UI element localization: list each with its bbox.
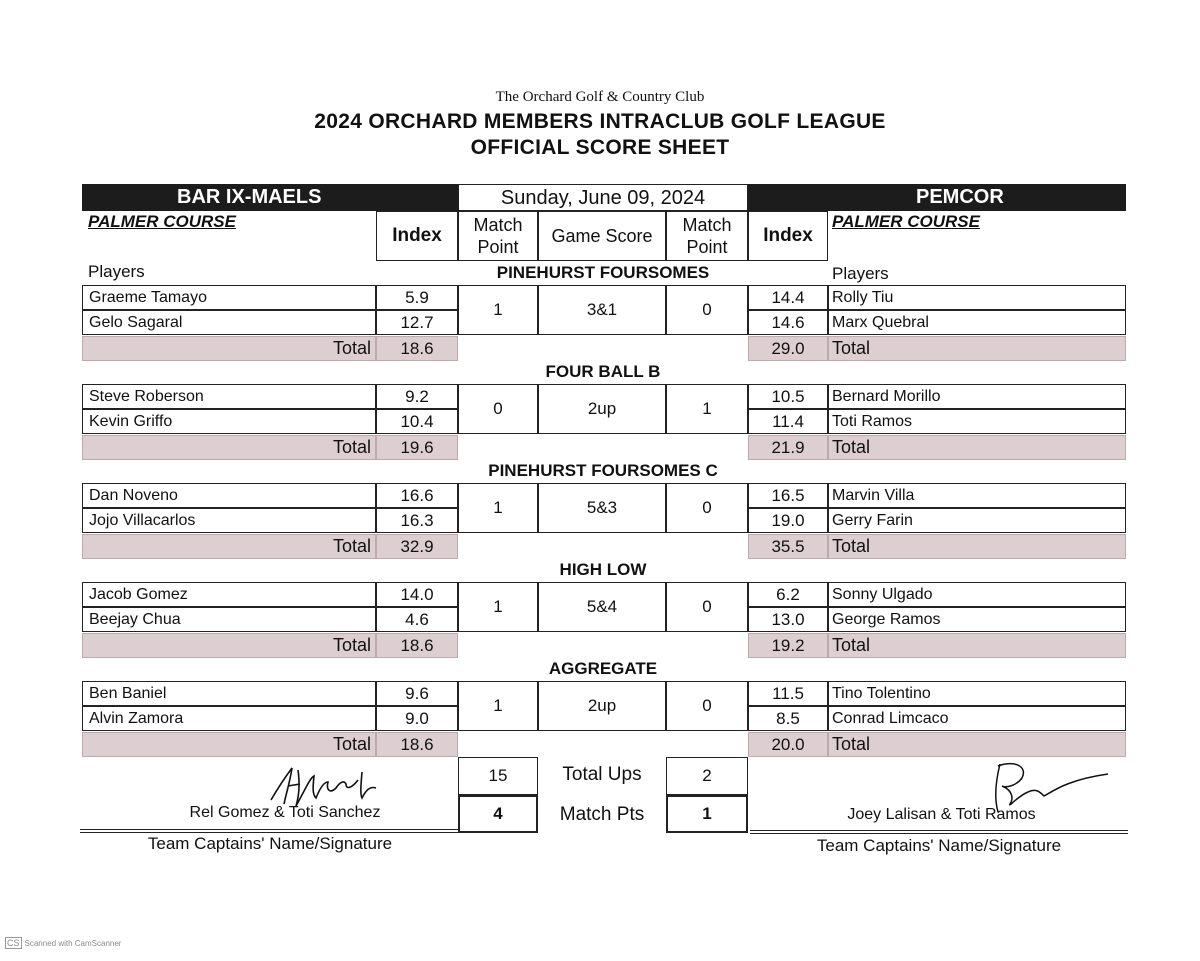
left-player-index: 14.0: [376, 582, 458, 607]
right-total-label: Total: [828, 534, 1126, 559]
right-match-point: 0: [666, 681, 748, 731]
right-player-index: 14.6: [748, 310, 828, 335]
left-player-name: Steve Roberson: [82, 384, 376, 409]
left-team-name: BAR IX-MAELS: [82, 184, 458, 211]
left-player-index: 16.6: [376, 483, 458, 508]
right-player-name: Marvin Villa: [828, 483, 1126, 508]
left-course: PALMER COURSE: [88, 212, 236, 231]
right-player-index: 13.0: [748, 607, 828, 632]
right-index-header: Index: [748, 211, 828, 261]
right-match-pts: 1: [666, 795, 748, 833]
left-player-index: 9.6: [376, 681, 458, 706]
left-player-index: 4.6: [376, 607, 458, 632]
right-player-name: Conrad Limcaco: [828, 706, 1126, 731]
match-date: Sunday, June 09, 2024: [458, 184, 748, 211]
left-player-index: 5.9: [376, 285, 458, 310]
left-total-value: 32.9: [376, 534, 458, 559]
camscanner-logo-icon: CS: [7, 938, 20, 948]
game-score: 5&4: [538, 582, 666, 632]
right-player-index: 11.4: [748, 409, 828, 434]
right-match-point: 0: [666, 285, 748, 335]
left-match-point-header: Match Point: [458, 211, 538, 261]
game-score: 3&1: [538, 285, 666, 335]
right-signature-line: [750, 830, 1128, 831]
scanner-watermark: [5, 937, 121, 949]
right-player-name: George Ramos: [828, 607, 1126, 632]
right-total-label: Total: [828, 732, 1126, 757]
right-course: PALMER COURSE: [832, 212, 980, 231]
left-player-name: Kevin Griffo: [82, 409, 376, 434]
right-player-index: 6.2: [748, 582, 828, 607]
left-player-name: Jacob Gomez: [82, 582, 376, 607]
right-signature-line-2: [750, 833, 1128, 834]
game-score: 2up: [538, 384, 666, 434]
left-player-index: 16.3: [376, 508, 458, 533]
right-player-index: 14.4: [748, 285, 828, 310]
total-ups-label: Total Ups: [562, 764, 642, 785]
league-title: 2024 ORCHARD MEMBERS INTRACLUB GOLF LEAGUE: [314, 110, 886, 133]
left-player-name: Dan Noveno: [82, 483, 376, 508]
left-total-label: Total: [82, 633, 376, 658]
section-title: FOUR BALL B: [545, 362, 661, 381]
left-match-point: 1: [458, 681, 538, 731]
section-title: AGGREGATE: [548, 659, 658, 678]
right-total-label: Total: [828, 336, 1126, 361]
left-captains-caption: Team Captains' Name/Signature: [147, 834, 393, 853]
right-captains-name: Joey Lalisan & Toti Ramos: [847, 806, 1036, 823]
right-player-name: Bernard Morillo: [828, 384, 1126, 409]
right-total-value: 19.2: [748, 633, 828, 658]
left-match-point: 0: [458, 384, 538, 434]
right-team-name: PEMCOR: [748, 184, 1126, 211]
club-name: The Orchard Golf & Country Club: [495, 89, 705, 105]
right-total-value: 35.5: [748, 534, 828, 559]
right-player-index: 8.5: [748, 706, 828, 731]
right-match-point: 0: [666, 483, 748, 533]
left-players-label: Players: [88, 262, 145, 281]
left-match-pts: 4: [458, 795, 538, 833]
left-match-point: 1: [458, 582, 538, 632]
left-index-header: Index: [376, 211, 458, 261]
left-player-name: Ben Baniel: [82, 681, 376, 706]
right-match-point: 1: [666, 384, 748, 434]
left-player-name: Alvin Zamora: [82, 706, 376, 731]
left-player-index: 12.7: [376, 310, 458, 335]
section-title: PINEHURST FOURSOMES: [496, 263, 710, 282]
left-player-name: Gelo Sagaral: [82, 310, 376, 335]
left-player-name: Jojo Villacarlos: [82, 508, 376, 533]
game-score: 5&3: [538, 483, 666, 533]
left-match-point: 1: [458, 285, 538, 335]
right-player-name: Marx Quebral: [828, 310, 1126, 335]
right-total-label: Total: [828, 633, 1126, 658]
right-captains-caption: Team Captains' Name/Signature: [816, 836, 1062, 855]
match-pts-label: Match Pts: [559, 804, 645, 825]
left-total-label: Total: [82, 435, 376, 460]
section-title: HIGH LOW: [559, 560, 647, 579]
left-total-label: Total: [82, 732, 376, 757]
right-player-name: Gerry Farin: [828, 508, 1126, 533]
left-player-name: Beejay Chua: [82, 607, 376, 632]
right-player-index: 19.0: [748, 508, 828, 533]
right-player-index: 16.5: [748, 483, 828, 508]
right-total-value: 29.0: [748, 336, 828, 361]
left-player-index: 10.4: [376, 409, 458, 434]
section-title: PINEHURST FOURSOMES C: [488, 461, 718, 480]
left-total-value: 19.6: [376, 435, 458, 460]
right-total-ups: 2: [666, 757, 748, 795]
game-score: 2up: [538, 681, 666, 731]
left-total-value: 18.6: [376, 732, 458, 757]
left-player-index: 9.0: [376, 706, 458, 731]
left-total-ups: 15: [458, 757, 538, 795]
left-captains-name: Rel Gomez & Toti Sanchez: [189, 804, 381, 821]
sheet-title: OFFICIAL SCORE SHEET: [470, 136, 730, 159]
left-total-label: Total: [82, 534, 376, 559]
right-player-name: Rolly Tiu: [828, 285, 1126, 310]
right-player-index: 11.5: [748, 681, 828, 706]
right-player-index: 10.5: [748, 384, 828, 409]
right-match-point-header: Match Point: [666, 211, 748, 261]
right-player-name: Toti Ramos: [828, 409, 1126, 434]
left-signature-line-2: [80, 832, 458, 833]
right-match-point: 0: [666, 582, 748, 632]
right-total-value: 21.9: [748, 435, 828, 460]
right-players-label: Players: [832, 264, 889, 283]
left-total-value: 18.6: [376, 633, 458, 658]
right-total-label: Total: [828, 435, 1126, 460]
left-match-point: 1: [458, 483, 538, 533]
right-player-name: Sonny Ulgado: [828, 582, 1126, 607]
right-player-name: Tino Tolentino: [828, 681, 1126, 706]
scanner-watermark-text: Scanned with CamScanner: [24, 938, 122, 948]
game-score-header: Game Score: [538, 211, 666, 261]
left-total-label: Total: [82, 336, 376, 361]
left-player-index: 9.2: [376, 384, 458, 409]
left-total-value: 18.6: [376, 336, 458, 361]
left-signature-line: [80, 829, 458, 830]
right-total-value: 20.0: [748, 732, 828, 757]
left-player-name: Graeme Tamayo: [82, 285, 376, 310]
